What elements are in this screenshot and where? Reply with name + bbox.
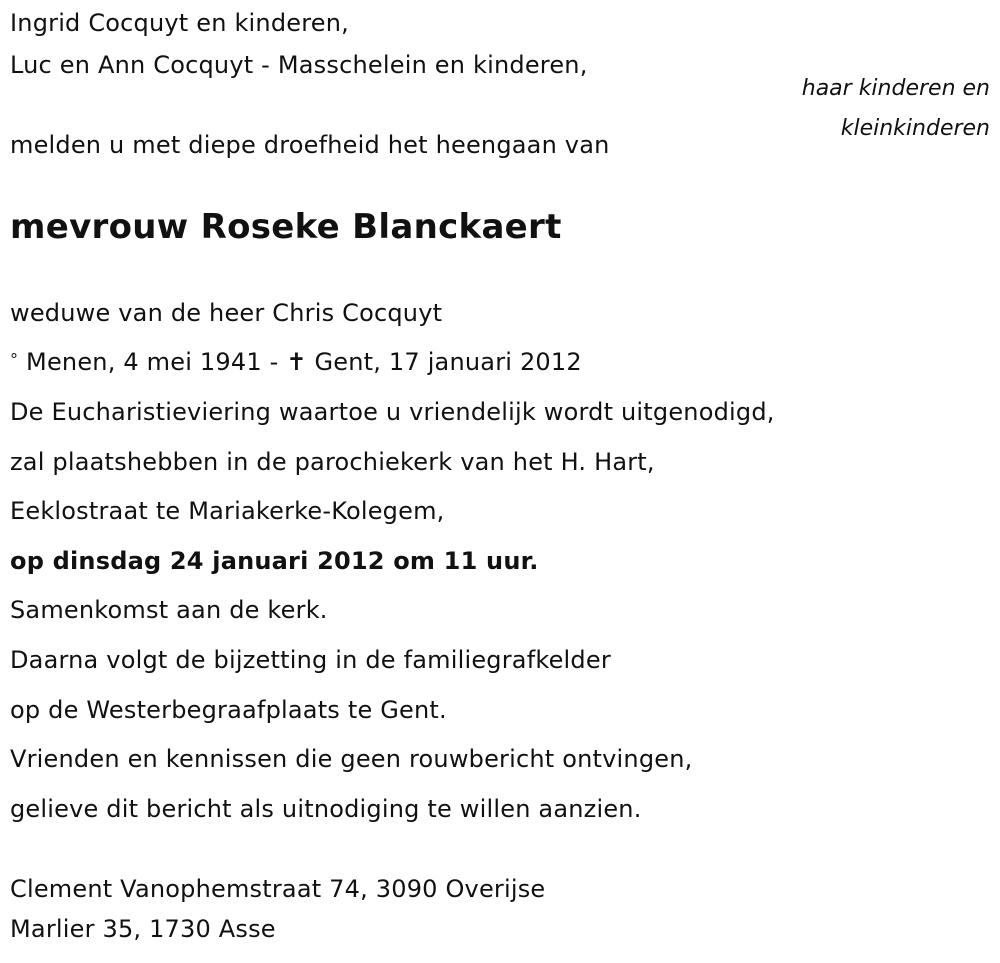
family-line-1: Ingrid Cocquyt en kinderen, [10, 9, 349, 37]
announcement: melden u met diepe droefheid het heengaan van [10, 131, 610, 159]
side-note-line-1: haar kinderen en [801, 76, 990, 101]
spouse-line: weduwe van de heer Chris Cocquyt [10, 299, 443, 327]
birth-info: Menen, 4 mei 1941 - [26, 348, 279, 376]
ceremony-line-9: gelieve dit bericht als uitnodiging te willen aanzien. [10, 795, 642, 823]
family-line-2: Luc en Ann Cocquyt - Masschelein en kinderen, [10, 51, 588, 79]
deceased-name: mevrouw Roseke Blanckaert [10, 207, 562, 247]
ceremony-line-2: zal plaatshebben in de parochiekerk van het H. Hart, [10, 448, 655, 476]
address-2: Marlier 35, 1730 Asse [10, 915, 276, 943]
ceremony-line-5: Samenkomst aan de kerk. [10, 596, 328, 624]
death-info: Gent, 17 januari 2012 [314, 348, 582, 376]
death-symbol: ✝ [286, 348, 307, 376]
address-1: Clement Vanophemstraat 74, 3090 Overijse [10, 875, 546, 903]
side-note-line-2: kleinkinderen [840, 116, 990, 141]
ceremony-line-8: Vrienden en kennissen die geen rouwbericht ontvingen, [10, 745, 693, 773]
ceremony-line-7: op de Westerbegraafplaats te Gent. [10, 696, 447, 724]
ceremony-line-3: Eeklostraat te Mariakerke-Kolegem, [10, 497, 445, 525]
birth-death-line [10, 347, 582, 377]
ceremony-date: op dinsdag 24 januari 2012 om 11 uur. [10, 547, 539, 575]
birth-symbol: ° [10, 350, 19, 369]
ceremony-line-6: Daarna volgt de bijzetting in de familiegrafkelder [10, 646, 611, 674]
ceremony-line-1: De Eucharistieviering waartoe u vriendelijk wordt uitgenodigd, [10, 398, 775, 426]
